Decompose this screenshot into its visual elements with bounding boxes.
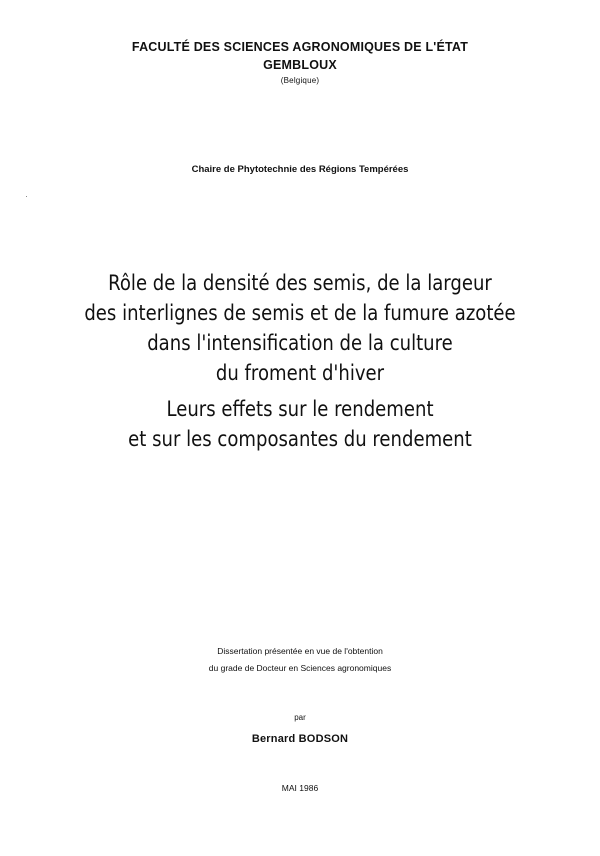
dissertation-statement — [0, 643, 600, 677]
institution-country: (Belgique) — [280, 76, 320, 85]
dissertation-line: Dissertation présentée en vue de l'obtention — [217, 646, 383, 656]
institution-name: FACULTÉ DES SCIENCES AGRONOMIQUES DE L'ÉTAT — [131, 40, 469, 54]
dissertation-line: du grade de Docteur en Sciences agronomiques — [208, 663, 392, 673]
thesis-title — [42, 268, 558, 454]
by-label: par — [294, 713, 306, 722]
title-line: du froment d'hiver — [215, 361, 385, 385]
subtitle-line: Leurs effets sur le rendement — [166, 397, 434, 421]
title-line: des interlignes de semis et de la fumure azotée — [84, 301, 516, 325]
title-line: Rôle de la densité des semis, de la largeur — [108, 271, 492, 295]
publication-date: MAI 1986 — [281, 783, 319, 793]
subtitle-line: et sur les composantes du rendement — [128, 427, 472, 451]
title-line: dans l'intensification de la culture — [147, 331, 453, 355]
author-name: Bernard BODSON — [251, 733, 349, 745]
institution-header — [0, 38, 600, 88]
institution-city: GEMBLOUX — [263, 58, 337, 72]
scan-speck — [26, 196, 27, 197]
chair-name: Chaire de Phytotechnie des Régions Tempérées — [191, 164, 409, 175]
